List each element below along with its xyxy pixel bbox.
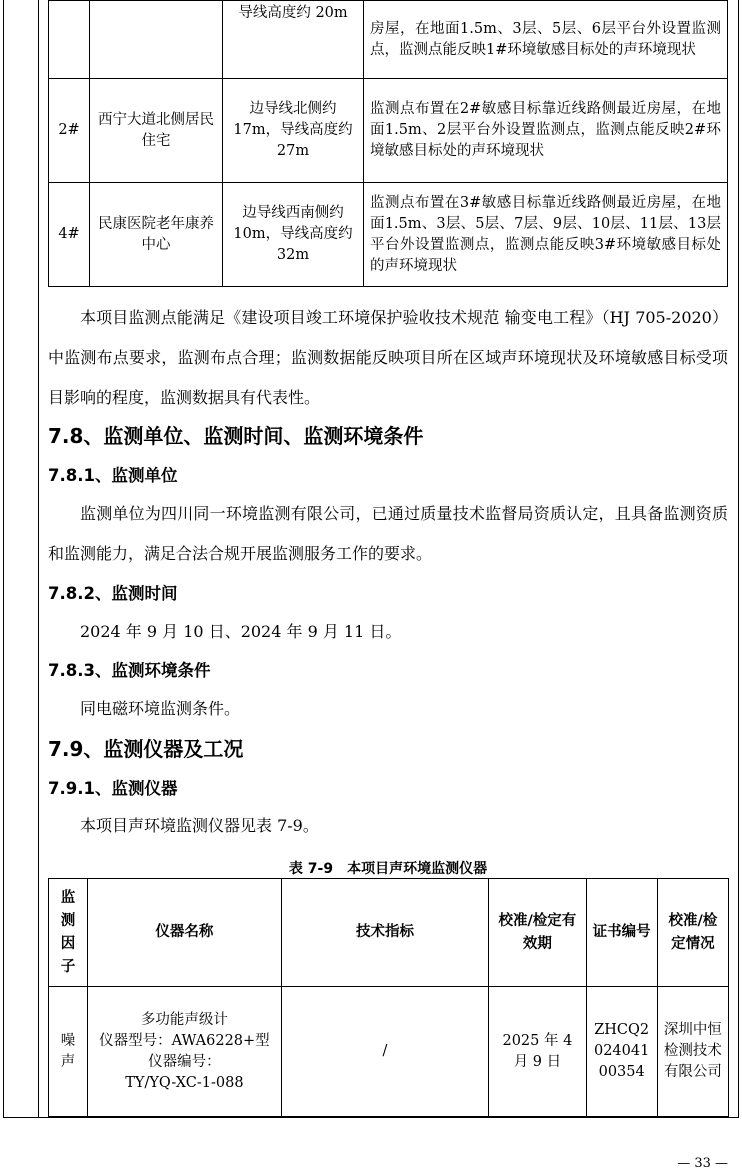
monitoring-description: 监测点布置在2#敏感目标靠近线路侧最近房屋，在地面1.5m、2层平台外设置监测点，监测点能反映2#环境敏感目标处的声环境现状: [364, 79, 728, 183]
target-name: 西宁大道北侧居民住宅: [90, 79, 223, 183]
table-row: [49, 1, 728, 79]
cell-factor: 噪声: [49, 987, 88, 1117]
target-name: [90, 1, 223, 79]
page-number: — 33 —: [677, 1156, 728, 1171]
col-header-spec: 技术指标: [281, 879, 489, 987]
col-header-factor: 监测因子: [49, 879, 88, 987]
heading-7-8-3: 7.8.3、监测环境条件: [48, 661, 211, 680]
col-header-validity: 校准/检定有效期: [489, 879, 586, 987]
table-row: [49, 79, 728, 183]
instrument-name: 多功能声级计: [140, 1011, 228, 1028]
table-caption: 表 7-9 本项目声环境监测仪器: [288, 861, 488, 877]
target-distance: 导线高度约 20m: [223, 1, 364, 79]
paragraph-monitoring-time: 2024 年 9 月 10 日、2024 年 9 月 11 日。: [80, 622, 402, 641]
heading-7-8: 7.8、监测单位、监测时间、监测环境条件: [48, 424, 424, 448]
row-number: [49, 1, 90, 79]
paragraph-instruments: 本项目声环境监测仪器见表 7-9。: [80, 816, 319, 835]
col-header-instrument: 仪器名称: [88, 879, 282, 987]
instrument-serial: TY/YQ-XC-1-088: [125, 1074, 244, 1091]
heading-7-9: 7.9、监测仪器及工况: [48, 737, 244, 761]
cell-cert: ZHCQ202404100354: [586, 987, 657, 1117]
paragraph-monitoring-unit: 监测单位为四川同一环境监测有限公司，已通过质量技术监督局资质认定，且具备监测资质和监测能力，满足合法合规开展监测服务工作的要求。: [48, 504, 728, 563]
row-number: 2#: [49, 79, 90, 183]
margin-rule: [38, 0, 39, 1118]
table-row: [49, 987, 729, 1117]
heading-7-8-2: 7.8.2、监测时间: [48, 584, 178, 603]
col-header-cert: 证书编号: [586, 879, 657, 987]
instrument-serial-label: 仪器编号：: [148, 1053, 221, 1070]
instrument-model: 仪器型号：AWA6228+型: [99, 1032, 270, 1049]
monitoring-description: 房屋，在地面1.5m、3层、5层、6层平台外设置监测点，监测点能反映1#环境敏感目标处的声环境现状: [364, 1, 728, 79]
col-header-status: 校准/检定情况: [657, 879, 728, 987]
heading-7-9-1: 7.9.1、监测仪器: [48, 779, 178, 798]
cell-instrument: [88, 987, 282, 1117]
row-number: 4#: [49, 183, 90, 287]
heading-7-8-1: 7.8.1、监测单位: [48, 466, 178, 485]
monitoring-description: 监测点布置在3#敏感目标靠近线路侧最近房屋，在地面1.5m、3层、5层、7层、9层、10层、11层、13层平台外设置监测点，监测点能反映3#环境敏感目标处的声环境现状: [364, 183, 728, 287]
cell-spec: /: [281, 987, 489, 1117]
paragraph-conformance: 本项目监测点能满足《建设项目竣工环境保护验收技术规范 输变电工程》（HJ 705-2020）中监测布点要求，监测布点合理；监测数据能反映项目所在区域声环境现状及环境敏感目标受项目影响的程度，监测数据具有代表性。: [48, 308, 728, 407]
target-distance: 边导线西南侧约10m，导线高度约32m: [223, 183, 364, 287]
table-header-row: [49, 879, 729, 987]
cell-status: 深圳中恒检测技术有限公司: [657, 987, 728, 1117]
instrument-table: [48, 878, 729, 1117]
paragraph-monitoring-conditions: 同电磁环境监测条件。: [80, 699, 241, 718]
target-distance: 边导线北侧约17m，导线高度约27m: [223, 79, 364, 183]
sensitive-targets-table: [48, 0, 728, 287]
table-row: [49, 183, 728, 287]
target-name: 民康医院老年康养中心: [90, 183, 223, 287]
cell-validity: 2025 年 4 月 9 日: [489, 987, 586, 1117]
